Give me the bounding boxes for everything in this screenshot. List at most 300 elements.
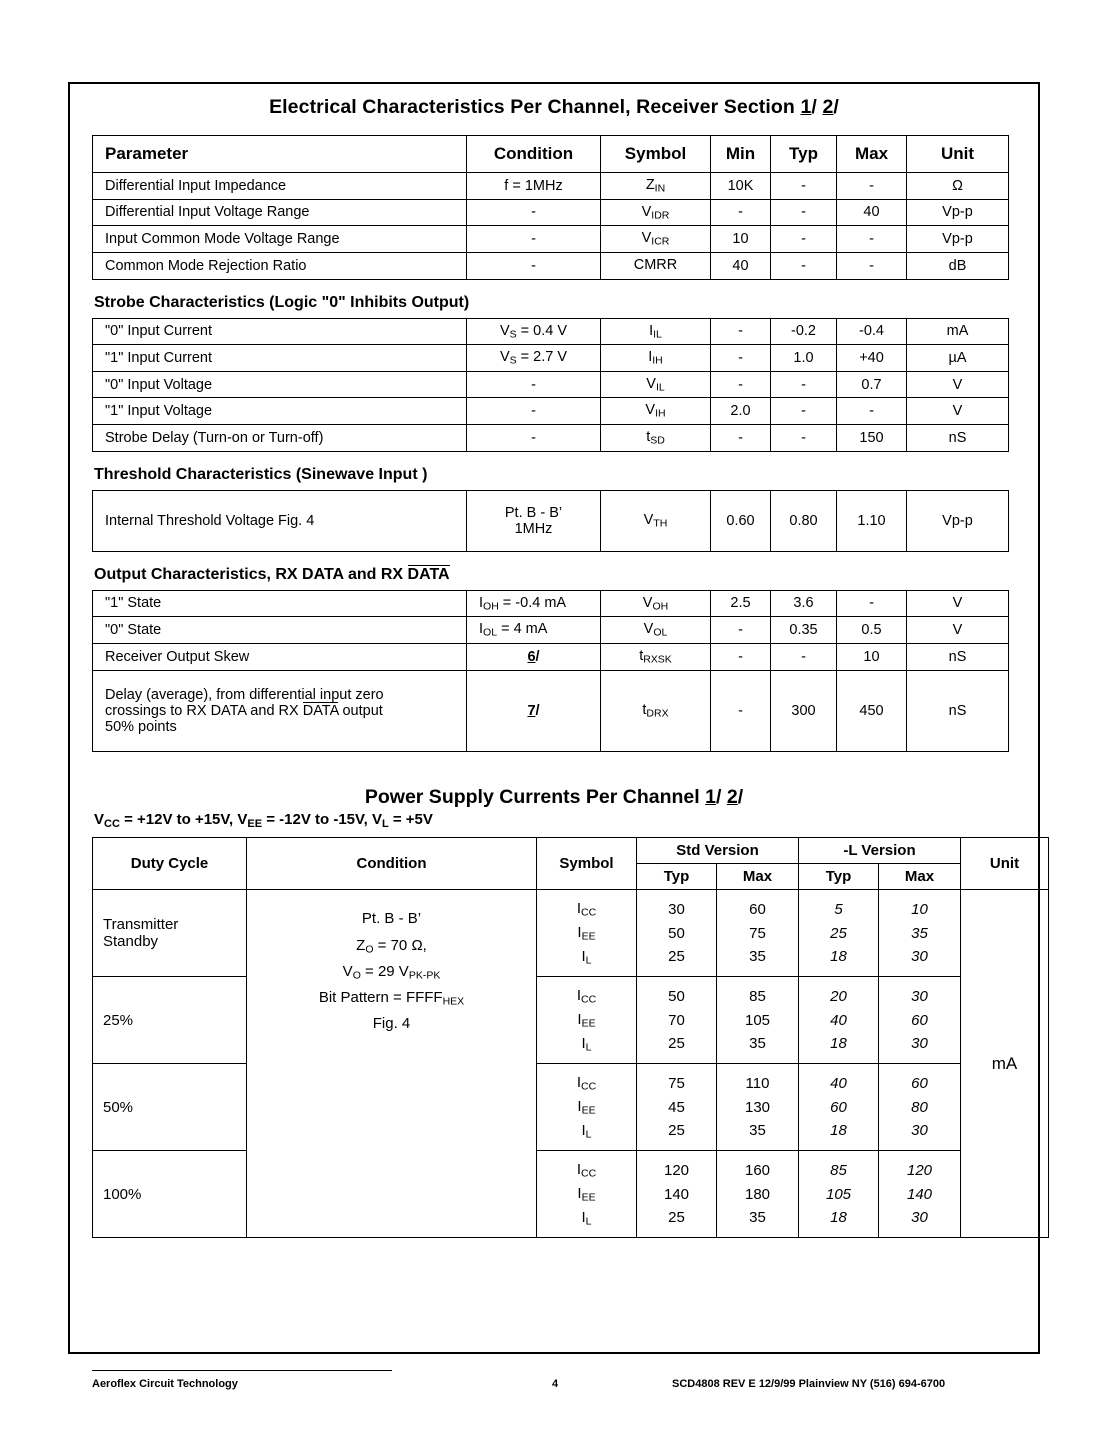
- power-note-2-slash: /: [737, 785, 744, 808]
- header-symbol: Symbol: [601, 136, 711, 173]
- symbol-base: t: [639, 647, 644, 664]
- cell-typ: -: [771, 199, 837, 226]
- value-line: 30: [911, 1208, 928, 1226]
- cell-max: -: [837, 226, 907, 253]
- cond-base: V: [499, 322, 510, 339]
- value-line: 25: [668, 1034, 685, 1052]
- symbol-base: I: [576, 1074, 581, 1092]
- symbol-line: [543, 921, 630, 945]
- symbol-base: t: [642, 701, 647, 718]
- table-row: [93, 199, 1009, 226]
- cell-max: -: [837, 252, 907, 279]
- cond-rest: -: [531, 429, 536, 446]
- symbol-line: [543, 945, 630, 969]
- cell-duty-cycle: [93, 1151, 247, 1238]
- receiver-table-header-row: [93, 136, 1009, 173]
- vcc-label: V: [94, 810, 105, 828]
- symbol-sub: IH: [652, 354, 663, 367]
- header-unit: Unit: [907, 136, 1009, 173]
- cond-base: I: [479, 594, 484, 611]
- table-row: [93, 226, 1009, 253]
- value-line: 25: [668, 947, 685, 965]
- cell-unit: V: [907, 398, 1009, 425]
- cell-unit: Vp-p: [907, 199, 1009, 226]
- header-std-version: Std Version: [637, 838, 799, 864]
- table-row: [93, 617, 1009, 644]
- cell-l-max: [879, 1151, 961, 1238]
- symbol-base: I: [577, 1098, 582, 1116]
- param-line-2c: output: [338, 702, 383, 719]
- header-min: Min: [711, 136, 771, 173]
- output-title-text: Output Characteristics, RX DATA and RX: [94, 565, 408, 583]
- value-line: 20: [830, 988, 847, 1006]
- symbol-base: V: [646, 375, 656, 392]
- vo-value: = 29 V: [360, 962, 409, 980]
- cell-symbol: [601, 345, 711, 372]
- cell-std-max: [717, 1064, 799, 1151]
- value-line: 45: [668, 1098, 685, 1116]
- cond-sub: OL: [483, 626, 498, 639]
- header-std-typ: Typ: [637, 864, 717, 890]
- cell-parameter: "0" State: [93, 617, 467, 644]
- cond-note-slash: /: [535, 648, 540, 665]
- symbol-line: [543, 1095, 630, 1119]
- threshold-section-title: Threshold Characteristics (Sinewave Input ): [94, 465, 428, 483]
- value-line: 105: [825, 1185, 852, 1203]
- value-line: 25: [668, 1121, 685, 1139]
- value-line: 35: [749, 947, 766, 965]
- cell-unit: Vp-p: [907, 490, 1009, 551]
- cell-max: 40: [837, 199, 907, 226]
- cell-parameter: Strobe Delay (Turn-on or Turn-off): [93, 425, 467, 452]
- cell-typ: -: [771, 425, 837, 452]
- cond-note-ref: 7: [527, 702, 536, 719]
- duty-line-1: 100%: [103, 1185, 142, 1203]
- value-line: 18: [830, 1208, 847, 1226]
- value-line: 35: [749, 1121, 766, 1139]
- symbol-sub: DRX: [646, 707, 669, 720]
- vcc-value: = +12V to +15V, V: [119, 810, 248, 828]
- cell-parameter: "0" Input Current: [93, 318, 467, 345]
- symbol-sub: L: [585, 1215, 592, 1228]
- cell-max: 150: [837, 425, 907, 452]
- cell-min: -: [711, 371, 771, 398]
- footer-doc-ref: SCD4808 REV E 12/9/99 Plainview NY (516) 694-6700: [672, 1378, 946, 1390]
- symbol-line: [543, 1182, 630, 1206]
- cell-duty-cycle: [93, 1064, 247, 1151]
- cell-condition: -: [467, 252, 601, 279]
- symbol-base: I: [581, 948, 586, 966]
- cell-min: 40: [711, 252, 771, 279]
- cell-condition: [467, 670, 601, 751]
- cell-min: -: [711, 425, 771, 452]
- symbol-base: V: [641, 230, 652, 247]
- cell-symbols: [537, 1064, 637, 1151]
- receiver-note-2: 2: [822, 96, 834, 118]
- vl-value: = +5V: [388, 810, 433, 828]
- threshold-table: [92, 490, 1009, 552]
- cell-symbol: [601, 617, 711, 644]
- param-line-1: Delay (average), from differential input zero: [105, 686, 384, 703]
- cond-rest: = 0.4 V: [516, 322, 568, 339]
- cell-l-max: [879, 890, 961, 977]
- symbol-base: I: [649, 322, 654, 339]
- table-row: [93, 670, 1009, 751]
- symbol-base: V: [641, 203, 652, 220]
- cell-condition: [467, 425, 601, 452]
- cond-line-2: [253, 933, 530, 959]
- value-line: 5: [834, 901, 843, 919]
- cell-typ: -: [771, 371, 837, 398]
- symbol-base: I: [648, 349, 653, 366]
- cond-rest: = 2.7 V: [516, 349, 568, 366]
- vcc-sub: CC: [104, 817, 120, 830]
- symbol-sub: SD: [650, 434, 665, 447]
- symbol-sub: EE: [581, 930, 596, 943]
- footer-company: Aeroflex Circuit Technology: [92, 1378, 238, 1390]
- receiver-section-title: [92, 96, 1016, 119]
- symbol-base: Z: [645, 177, 655, 193]
- cond-note-slash: /: [535, 702, 540, 719]
- symbol-sub: CC: [581, 1081, 597, 1094]
- cond-base: I: [479, 621, 484, 638]
- symbol-line: [543, 1158, 630, 1182]
- table-row: [93, 1064, 1049, 1151]
- cell-unit: Ω: [907, 173, 1009, 200]
- cell-symbol: [601, 173, 711, 200]
- symbol-base: I: [576, 987, 581, 1005]
- cell-unit: dB: [907, 252, 1009, 279]
- value-line: 60: [830, 1098, 847, 1116]
- cell-condition: -: [467, 226, 601, 253]
- value-line: 140: [663, 1185, 690, 1203]
- header-unit: Unit: [961, 838, 1049, 890]
- table-row: [93, 425, 1009, 452]
- value-line: 120: [906, 1162, 933, 1180]
- symbol-line: [543, 1119, 630, 1143]
- vee-sub: EE: [247, 817, 263, 830]
- symbol-sub: CC: [581, 1168, 597, 1181]
- duty-line-1: 25%: [103, 1011, 134, 1029]
- cell-condition: [467, 643, 601, 670]
- power-section-title: [92, 786, 1016, 809]
- value-line: 30: [911, 1034, 928, 1052]
- symbol-base: V: [642, 594, 653, 611]
- cell-min: 2.0: [711, 398, 771, 425]
- table-row: [93, 318, 1009, 345]
- cell-parameter: Internal Threshold Voltage Fig. 4: [93, 490, 467, 551]
- symbol-sub: L: [585, 1041, 592, 1054]
- cell-parameter: Receiver Output Skew: [93, 643, 467, 670]
- value-line: 35: [749, 1034, 766, 1052]
- header-std-max: Max: [717, 864, 799, 890]
- vo-unit-sub: PK-PK: [408, 969, 441, 982]
- value-line: 10: [911, 901, 928, 919]
- value-line: 35: [749, 1208, 766, 1226]
- table-row: [93, 643, 1009, 670]
- cond-rest: -: [531, 403, 536, 420]
- cell-symbol: [601, 670, 711, 751]
- value-line: 75: [668, 1075, 685, 1093]
- header-condition: Condition: [467, 136, 601, 173]
- cell-condition: [467, 318, 601, 345]
- value-line: 18: [830, 1121, 847, 1139]
- receiver-note-2-slash: /: [833, 96, 839, 118]
- symbol-sub: L: [585, 954, 592, 967]
- header-max: Max: [837, 136, 907, 173]
- cond-sub: OH: [483, 600, 499, 613]
- value-line: 40: [830, 1011, 847, 1029]
- table-row: [93, 173, 1009, 200]
- value-line: 180: [744, 1185, 771, 1203]
- cell-symbol: [601, 425, 711, 452]
- vee-value: = -12V to -15V, V: [262, 810, 382, 828]
- value-line: 18: [830, 947, 847, 965]
- symbol-sub: EE: [581, 1104, 596, 1117]
- value-line: 105: [744, 1011, 771, 1029]
- value-line: 30: [911, 1121, 928, 1139]
- cell-typ: -: [771, 173, 837, 200]
- value-line: 25: [668, 1208, 685, 1226]
- value-line: 85: [749, 988, 766, 1006]
- cell-min: -: [711, 345, 771, 372]
- symbol-sub: TH: [653, 517, 668, 530]
- cell-min: 2.5: [711, 590, 771, 617]
- value-line: 50: [668, 988, 685, 1006]
- cell-parameter: Input Common Mode Voltage Range: [93, 226, 467, 253]
- cell-typ: 0.35: [771, 617, 837, 644]
- value-line: 120: [663, 1162, 690, 1180]
- cell-std-typ: [637, 890, 717, 977]
- table-row: [93, 490, 1009, 551]
- cell-parameter: Differential Input Impedance: [93, 173, 467, 200]
- table-row: [93, 590, 1009, 617]
- header-symbol: Symbol: [537, 838, 637, 890]
- cell-symbol: [601, 252, 711, 279]
- vo-label: V: [342, 962, 353, 980]
- value-line: 25: [830, 924, 847, 942]
- cell-max: -0.4: [837, 318, 907, 345]
- symbol-base: I: [577, 1185, 582, 1203]
- zo-value: = 70 Ω,: [373, 936, 427, 954]
- cell-unit: nS: [907, 670, 1009, 751]
- power-supply-conditions: [94, 811, 1016, 830]
- value-line: 35: [911, 924, 928, 942]
- cell-typ: 1.0: [771, 345, 837, 372]
- footer-rule: [92, 1370, 392, 1371]
- value-line: 110: [745, 1075, 770, 1093]
- power-title-text: Power Supply Currents Per Channel: [364, 785, 706, 808]
- symbol-sub: IL: [653, 328, 662, 341]
- cell-symbol: [601, 398, 711, 425]
- cell-parameter: "0" Input Voltage: [93, 371, 467, 398]
- header-l-typ: Typ: [799, 864, 879, 890]
- symbol-base: I: [581, 1122, 586, 1140]
- output-table: [92, 590, 1009, 752]
- cell-l-max: [879, 977, 961, 1064]
- cell-typ: 300: [771, 670, 837, 751]
- cell-std-max: [717, 977, 799, 1064]
- symbol-sub: RXSK: [643, 653, 672, 666]
- value-line: 130: [744, 1098, 771, 1116]
- cell-max: -: [837, 173, 907, 200]
- symbol-base: I: [576, 1161, 581, 1179]
- symbol-sub: L: [585, 1128, 592, 1141]
- symbol-sub: CC: [581, 907, 597, 920]
- value-line: 85: [830, 1162, 847, 1180]
- cell-std-max: [717, 890, 799, 977]
- cell-max: -: [837, 590, 907, 617]
- strobe-table: [92, 318, 1009, 452]
- cond-sub: S: [509, 328, 517, 341]
- cond-rest: = -0.4 mA: [498, 594, 567, 611]
- symbol-sub: IH: [655, 408, 666, 420]
- table-row: [93, 890, 1049, 977]
- param-line-2a: crossings to RX DATA and RX: [105, 702, 303, 719]
- value-line: 80: [911, 1098, 928, 1116]
- cell-min: 10: [711, 226, 771, 253]
- power-supply-table: [92, 837, 1049, 1238]
- cell-typ: -: [771, 252, 837, 279]
- cell-max: 1.10: [837, 490, 907, 551]
- table-row: [93, 1151, 1049, 1238]
- cell-unit: nS: [907, 643, 1009, 670]
- vo-sub: O: [352, 969, 361, 982]
- value-line: 30: [668, 901, 685, 919]
- cell-symbol: [601, 199, 711, 226]
- cell-condition: [467, 345, 601, 372]
- cell-parameter: Common Mode Rejection Ratio: [93, 252, 467, 279]
- cell-parameter: [93, 670, 467, 751]
- header-typ: Typ: [771, 136, 837, 173]
- cell-std-typ: [637, 977, 717, 1064]
- value-line: 50: [668, 924, 685, 942]
- cell-typ: -: [771, 398, 837, 425]
- cell-parameter: "1" Input Current: [93, 345, 467, 372]
- symbol-base: I: [581, 1209, 586, 1227]
- table-row: [93, 371, 1009, 398]
- cell-condition: [467, 617, 601, 644]
- vl-sub: L: [381, 817, 389, 830]
- cond-base: V: [499, 349, 510, 366]
- cell-condition: [467, 490, 601, 551]
- table-row: [93, 252, 1009, 279]
- strobe-section-title: Strobe Characteristics (Logic "0" Inhibits Output): [94, 293, 470, 311]
- header-l-version: -L Version: [799, 838, 961, 864]
- zo-sub: O: [365, 943, 374, 956]
- cell-unit: Vp-p: [907, 226, 1009, 253]
- cell-max: 0.7: [837, 371, 907, 398]
- symbol-line: [543, 984, 630, 1008]
- symbol-base: V: [643, 511, 654, 528]
- power-header-row-1: [93, 838, 1049, 864]
- symbol-base: I: [577, 1011, 582, 1029]
- cell-unit: nS: [907, 425, 1009, 452]
- table-row: [93, 398, 1009, 425]
- symbol-line: [543, 1008, 630, 1032]
- cond-line-2: 1MHz: [514, 520, 553, 537]
- power-note-1-slash: /: [715, 785, 727, 808]
- cell-duty-cycle: [93, 890, 247, 977]
- symbol-line: [543, 1071, 630, 1095]
- cell-min: 10K: [711, 173, 771, 200]
- cell-unit: V: [907, 617, 1009, 644]
- value-line: 30: [911, 988, 928, 1006]
- cell-min: -: [711, 318, 771, 345]
- cell-min: -: [711, 643, 771, 670]
- cell-min: 0.60: [711, 490, 771, 551]
- cell-typ: -: [771, 643, 837, 670]
- value-line: 30: [911, 947, 928, 965]
- symbol-base: t: [646, 429, 651, 445]
- cell-condition: [467, 398, 601, 425]
- cell-min: -: [711, 617, 771, 644]
- bit-pattern-sub: HEX: [442, 995, 465, 1008]
- symbol-line: [543, 1206, 630, 1230]
- symbol-sub: EE: [581, 1191, 596, 1204]
- footer-page-number: 4: [552, 1378, 559, 1390]
- symbol-sub: ICR: [651, 235, 670, 248]
- value-line: 40: [830, 1075, 847, 1093]
- cell-l-typ: [799, 1064, 879, 1151]
- cell-std-typ: [637, 1151, 717, 1238]
- symbol-sub: OL: [653, 626, 668, 639]
- output-title-overline: DATA: [407, 565, 450, 583]
- value-line: 140: [906, 1185, 933, 1203]
- cond-note-ref: 6: [527, 648, 536, 665]
- cell-l-typ: [799, 890, 879, 977]
- duty-line-2: Standby: [103, 933, 159, 951]
- cell-typ: 3.6: [771, 590, 837, 617]
- param-line-3: 50% points: [105, 718, 177, 735]
- symbol-sub: IL: [655, 381, 665, 394]
- cell-symbol: [601, 490, 711, 551]
- value-line: 70: [668, 1011, 685, 1029]
- cell-symbols: [537, 1151, 637, 1238]
- cell-typ: -0.2: [771, 318, 837, 345]
- header-condition: Condition: [247, 838, 537, 890]
- cell-condition: -: [467, 199, 601, 226]
- cell-condition-block: [247, 890, 537, 1238]
- cell-min: -: [711, 199, 771, 226]
- receiver-note-1-slash: /: [811, 96, 823, 118]
- cell-max: 10: [837, 643, 907, 670]
- cell-duty-cycle: [93, 977, 247, 1064]
- cell-l-max: [879, 1064, 961, 1151]
- symbol-base: V: [645, 402, 656, 419]
- cell-symbol: [601, 643, 711, 670]
- cell-min: -: [711, 670, 771, 751]
- symbol-line: [543, 1032, 630, 1056]
- value-line: 160: [744, 1162, 771, 1180]
- cell-symbol: [601, 371, 711, 398]
- cell-parameter: "1" State: [93, 590, 467, 617]
- cond-rest: = 4 mA: [497, 621, 548, 638]
- symbol-sub: OH: [652, 600, 669, 613]
- receiver-table: [92, 135, 1009, 280]
- cell-l-typ: [799, 1151, 879, 1238]
- output-section-title: [94, 566, 1016, 584]
- cell-typ: 0.80: [771, 490, 837, 551]
- symbol-base: I: [576, 900, 581, 918]
- table-row: [93, 345, 1009, 372]
- cond-rest: -: [531, 376, 536, 393]
- symbol-sub: IDR: [651, 209, 670, 222]
- cell-std-typ: [637, 1064, 717, 1151]
- cond-sub: S: [509, 354, 517, 367]
- header-l-max: Max: [879, 864, 961, 890]
- duty-line-1: 50%: [103, 1098, 134, 1116]
